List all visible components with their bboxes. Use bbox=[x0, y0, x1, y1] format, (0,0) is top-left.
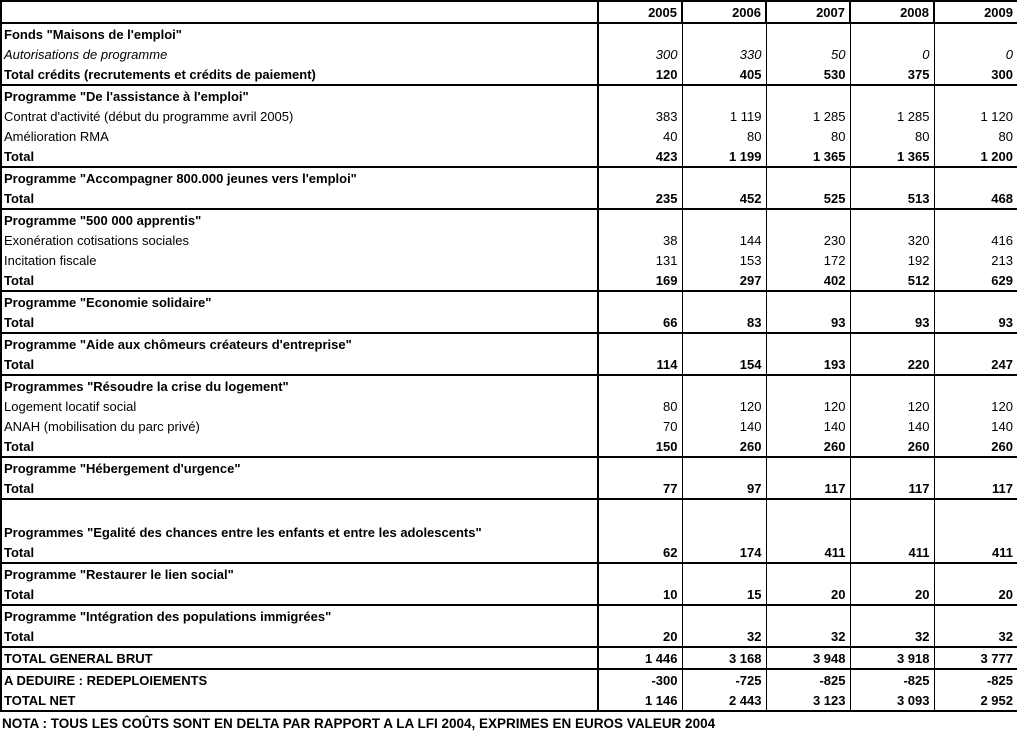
value-cell bbox=[850, 457, 934, 478]
value-cell bbox=[850, 167, 934, 188]
value-cell: 3 168 bbox=[682, 647, 766, 669]
value-cell: 40 bbox=[598, 126, 682, 146]
value-cell bbox=[598, 375, 682, 396]
table-row bbox=[1, 312, 1017, 333]
row-label: Total bbox=[4, 273, 35, 288]
value-cell: 2 443 bbox=[682, 690, 766, 711]
value-cell: 154 bbox=[682, 354, 766, 375]
value-cell bbox=[850, 605, 934, 626]
value-cell bbox=[598, 291, 682, 312]
value-cell bbox=[598, 209, 682, 230]
value-cell bbox=[598, 23, 682, 44]
value-cell: 213 bbox=[934, 250, 1017, 270]
value-cell: 230 bbox=[766, 230, 850, 250]
row-label: Total bbox=[4, 629, 35, 644]
value-cell bbox=[766, 167, 850, 188]
value-cell: 0 bbox=[934, 44, 1017, 64]
value-cell: 3 123 bbox=[766, 690, 850, 711]
value-cell: 297 bbox=[682, 270, 766, 291]
value-cell: 411 bbox=[766, 542, 850, 563]
value-cell: 1 446 bbox=[598, 647, 682, 669]
value-cell: 169 bbox=[598, 270, 682, 291]
value-cell: 50 bbox=[766, 44, 850, 64]
value-cell: 80 bbox=[682, 126, 766, 146]
value-cell bbox=[766, 85, 850, 106]
row-label: Programme "Hébergement d'urgence" bbox=[1, 457, 598, 478]
value-cell: 1 285 bbox=[850, 106, 934, 126]
table-row bbox=[1, 209, 1017, 230]
row-label: Logement locatif social bbox=[4, 399, 137, 414]
value-cell: 120 bbox=[766, 396, 850, 416]
value-cell: 117 bbox=[934, 478, 1017, 499]
value-cell bbox=[682, 457, 766, 478]
value-cell: 15 bbox=[682, 584, 766, 605]
value-cell bbox=[934, 563, 1017, 584]
value-cell: 117 bbox=[850, 478, 934, 499]
value-cell bbox=[934, 375, 1017, 396]
value-cell: 77 bbox=[598, 478, 682, 499]
value-cell bbox=[682, 375, 766, 396]
table-row bbox=[1, 626, 1017, 647]
value-cell: 120 bbox=[682, 396, 766, 416]
value-cell: 20 bbox=[766, 584, 850, 605]
value-cell: 452 bbox=[682, 188, 766, 209]
value-cell bbox=[766, 23, 850, 44]
value-cell: 10 bbox=[598, 584, 682, 605]
value-cell: 260 bbox=[682, 436, 766, 457]
value-cell: 525 bbox=[766, 188, 850, 209]
value-cell: 193 bbox=[766, 354, 850, 375]
row-label: Total bbox=[4, 149, 35, 164]
row-label: Total bbox=[4, 315, 35, 330]
value-cell bbox=[766, 209, 850, 230]
value-cell: 144 bbox=[682, 230, 766, 250]
value-cell bbox=[682, 167, 766, 188]
value-cell: 38 bbox=[598, 230, 682, 250]
table-row bbox=[1, 605, 1017, 626]
value-cell: 97 bbox=[682, 478, 766, 499]
table-row bbox=[1, 563, 1017, 584]
table-row bbox=[1, 44, 1017, 64]
value-cell: 530 bbox=[766, 64, 850, 85]
value-cell: 383 bbox=[598, 106, 682, 126]
value-cell: 117 bbox=[766, 478, 850, 499]
table-row bbox=[1, 146, 1017, 167]
row-label: Fonds "Maisons de l'emploi" bbox=[1, 23, 598, 44]
table-row bbox=[1, 64, 1017, 85]
table-row bbox=[1, 333, 1017, 354]
value-cell: 3 093 bbox=[850, 690, 934, 711]
corner-cell bbox=[1, 1, 598, 23]
value-cell: 220 bbox=[850, 354, 934, 375]
value-cell: 3 918 bbox=[850, 647, 934, 669]
row-label: Total bbox=[4, 439, 35, 454]
value-cell: 62 bbox=[598, 542, 682, 563]
row-label: Programmes "Résoudre la crise du logement" bbox=[1, 375, 598, 396]
row-label: Incitation fiscale bbox=[4, 253, 97, 268]
value-cell: 93 bbox=[934, 312, 1017, 333]
value-cell bbox=[598, 85, 682, 106]
row-label: Programme "Aide aux chômeurs créateurs d'entreprise" bbox=[1, 333, 598, 354]
value-cell bbox=[934, 291, 1017, 312]
value-cell bbox=[850, 85, 934, 106]
value-cell bbox=[850, 375, 934, 396]
value-cell: 3 777 bbox=[934, 647, 1017, 669]
value-cell bbox=[766, 457, 850, 478]
table-row bbox=[1, 354, 1017, 375]
table-row bbox=[1, 85, 1017, 106]
table-row bbox=[1, 499, 1017, 542]
table-row bbox=[1, 457, 1017, 478]
value-cell bbox=[934, 23, 1017, 44]
row-label: ANAH (mobilisation du parc privé) bbox=[4, 419, 200, 434]
row-label: Total crédits (recrutements et crédits de paiement) bbox=[4, 67, 316, 82]
year-column-header: 2005 bbox=[598, 1, 682, 23]
value-cell bbox=[934, 457, 1017, 478]
value-cell bbox=[598, 457, 682, 478]
value-cell: 140 bbox=[682, 416, 766, 436]
value-cell: -725 bbox=[682, 669, 766, 690]
table-row bbox=[1, 250, 1017, 270]
value-cell: 93 bbox=[850, 312, 934, 333]
value-cell: 260 bbox=[934, 436, 1017, 457]
row-label: Total bbox=[4, 587, 35, 602]
value-cell bbox=[850, 563, 934, 584]
row-label: Programme "Accompagner 800.000 jeunes vers l'emploi" bbox=[1, 167, 598, 188]
row-label: Programme "Intégration des populations immigrées" bbox=[1, 605, 598, 626]
value-cell bbox=[682, 23, 766, 44]
row-label: Exonération cotisations sociales bbox=[4, 233, 189, 248]
value-cell bbox=[766, 375, 850, 396]
value-cell bbox=[598, 499, 682, 542]
value-cell: 330 bbox=[682, 44, 766, 64]
value-cell bbox=[682, 605, 766, 626]
value-cell bbox=[598, 333, 682, 354]
value-cell: 70 bbox=[598, 416, 682, 436]
row-label: Programme "500 000 apprentis" bbox=[1, 209, 598, 230]
nota-footnote: NOTA : TOUS LES COÛTS SONT EN DELTA PAR RAPPORT A LA LFI 2004, EXPRIMES EN EUROS VALEUR 2004 bbox=[2, 716, 716, 731]
value-cell: 1 285 bbox=[766, 106, 850, 126]
value-cell: 512 bbox=[850, 270, 934, 291]
value-cell: 32 bbox=[934, 626, 1017, 647]
value-cell: 513 bbox=[850, 188, 934, 209]
value-cell: 140 bbox=[934, 416, 1017, 436]
value-cell: 1 365 bbox=[850, 146, 934, 167]
table-row bbox=[1, 270, 1017, 291]
value-cell: 300 bbox=[934, 64, 1017, 85]
value-cell bbox=[934, 167, 1017, 188]
value-cell bbox=[766, 499, 850, 542]
row-label: Total bbox=[4, 545, 35, 560]
value-cell bbox=[934, 605, 1017, 626]
table-row bbox=[1, 542, 1017, 563]
value-cell: 375 bbox=[850, 64, 934, 85]
year-column-header: 2006 bbox=[682, 1, 766, 23]
value-cell bbox=[682, 333, 766, 354]
value-cell bbox=[850, 23, 934, 44]
value-cell bbox=[934, 499, 1017, 542]
table-row bbox=[1, 416, 1017, 436]
table-row bbox=[1, 291, 1017, 312]
value-cell: 320 bbox=[850, 230, 934, 250]
value-cell: 120 bbox=[934, 396, 1017, 416]
year-header-row bbox=[1, 1, 1017, 23]
value-cell: 32 bbox=[682, 626, 766, 647]
year-column-header: 2009 bbox=[934, 1, 1017, 23]
value-cell bbox=[682, 499, 766, 542]
table-row bbox=[1, 690, 1017, 711]
value-cell: 1 200 bbox=[934, 146, 1017, 167]
value-cell: 80 bbox=[766, 126, 850, 146]
value-cell: 411 bbox=[850, 542, 934, 563]
table-row bbox=[1, 126, 1017, 146]
value-cell: 140 bbox=[850, 416, 934, 436]
value-cell bbox=[598, 563, 682, 584]
value-cell bbox=[934, 333, 1017, 354]
value-cell bbox=[598, 167, 682, 188]
value-cell bbox=[766, 605, 850, 626]
value-cell: 405 bbox=[682, 64, 766, 85]
value-cell: 32 bbox=[766, 626, 850, 647]
value-cell: 93 bbox=[766, 312, 850, 333]
value-cell: 402 bbox=[766, 270, 850, 291]
value-cell bbox=[850, 333, 934, 354]
row-label: TOTAL GENERAL BRUT bbox=[1, 647, 598, 669]
row-label: Total bbox=[4, 481, 35, 496]
value-cell: 32 bbox=[850, 626, 934, 647]
value-cell: 1 119 bbox=[682, 106, 766, 126]
row-label: Total bbox=[4, 357, 35, 372]
value-cell: 66 bbox=[598, 312, 682, 333]
value-cell: 416 bbox=[934, 230, 1017, 250]
value-cell: 80 bbox=[598, 396, 682, 416]
table-row bbox=[1, 230, 1017, 250]
value-cell: 174 bbox=[682, 542, 766, 563]
value-cell bbox=[766, 563, 850, 584]
year-column-header: 2007 bbox=[766, 1, 850, 23]
value-cell bbox=[682, 209, 766, 230]
value-cell: 120 bbox=[850, 396, 934, 416]
row-label: Programme "Economie solidaire" bbox=[1, 291, 598, 312]
value-cell: 0 bbox=[850, 44, 934, 64]
value-cell: 260 bbox=[850, 436, 934, 457]
value-cell: 20 bbox=[934, 584, 1017, 605]
table-row bbox=[1, 396, 1017, 416]
value-cell bbox=[682, 291, 766, 312]
value-cell bbox=[766, 333, 850, 354]
value-cell: 140 bbox=[766, 416, 850, 436]
row-label: Total bbox=[4, 191, 35, 206]
value-cell: -825 bbox=[766, 669, 850, 690]
value-cell: 192 bbox=[850, 250, 934, 270]
table-row bbox=[1, 436, 1017, 457]
value-cell: 468 bbox=[934, 188, 1017, 209]
value-cell: -825 bbox=[850, 669, 934, 690]
table-row bbox=[1, 188, 1017, 209]
value-cell: -825 bbox=[934, 669, 1017, 690]
value-cell bbox=[598, 605, 682, 626]
value-cell bbox=[682, 85, 766, 106]
value-cell: 1 120 bbox=[934, 106, 1017, 126]
row-label: A DEDUIRE : REDEPLOIEMENTS bbox=[1, 669, 598, 690]
value-cell: 1 199 bbox=[682, 146, 766, 167]
value-cell bbox=[934, 209, 1017, 230]
row-label: Programme "De l'assistance à l'emploi" bbox=[1, 85, 598, 106]
value-cell: 20 bbox=[850, 584, 934, 605]
value-cell: 114 bbox=[598, 354, 682, 375]
value-cell: 260 bbox=[766, 436, 850, 457]
table-row bbox=[1, 167, 1017, 188]
year-column-header: 2008 bbox=[850, 1, 934, 23]
value-cell bbox=[850, 291, 934, 312]
value-cell bbox=[850, 499, 934, 542]
table-row bbox=[1, 584, 1017, 605]
value-cell: 423 bbox=[598, 146, 682, 167]
row-label: Contrat d'activité (début du programme avril 2005) bbox=[4, 109, 294, 124]
value-cell: 1 365 bbox=[766, 146, 850, 167]
value-cell: 3 948 bbox=[766, 647, 850, 669]
value-cell: 629 bbox=[934, 270, 1017, 291]
value-cell bbox=[682, 563, 766, 584]
value-cell bbox=[850, 209, 934, 230]
value-cell: 150 bbox=[598, 436, 682, 457]
row-label: Autorisations de programme bbox=[4, 47, 168, 62]
value-cell: 131 bbox=[598, 250, 682, 270]
value-cell: -300 bbox=[598, 669, 682, 690]
row-label: TOTAL NET bbox=[4, 693, 76, 708]
table-row bbox=[1, 478, 1017, 499]
table-row bbox=[1, 669, 1017, 690]
table-row bbox=[1, 375, 1017, 396]
value-cell: 411 bbox=[934, 542, 1017, 563]
table-row bbox=[1, 647, 1017, 669]
value-cell bbox=[934, 85, 1017, 106]
value-cell: 80 bbox=[934, 126, 1017, 146]
value-cell: 83 bbox=[682, 312, 766, 333]
value-cell: 153 bbox=[682, 250, 766, 270]
value-cell: 1 146 bbox=[598, 690, 682, 711]
value-cell bbox=[766, 291, 850, 312]
value-cell: 172 bbox=[766, 250, 850, 270]
row-label: Programme "Restaurer le lien social" bbox=[1, 563, 598, 584]
row-label: Amélioration RMA bbox=[4, 129, 109, 144]
value-cell: 2 952 bbox=[934, 690, 1017, 711]
value-cell: 120 bbox=[598, 64, 682, 85]
value-cell: 20 bbox=[598, 626, 682, 647]
value-cell: 247 bbox=[934, 354, 1017, 375]
value-cell: 80 bbox=[850, 126, 934, 146]
table-row bbox=[1, 106, 1017, 126]
table-row bbox=[1, 23, 1017, 44]
value-cell: 300 bbox=[598, 44, 682, 64]
value-cell: 235 bbox=[598, 188, 682, 209]
row-label: Programmes "Egalité des chances entre les enfants et entre les adolescents" bbox=[1, 499, 598, 542]
